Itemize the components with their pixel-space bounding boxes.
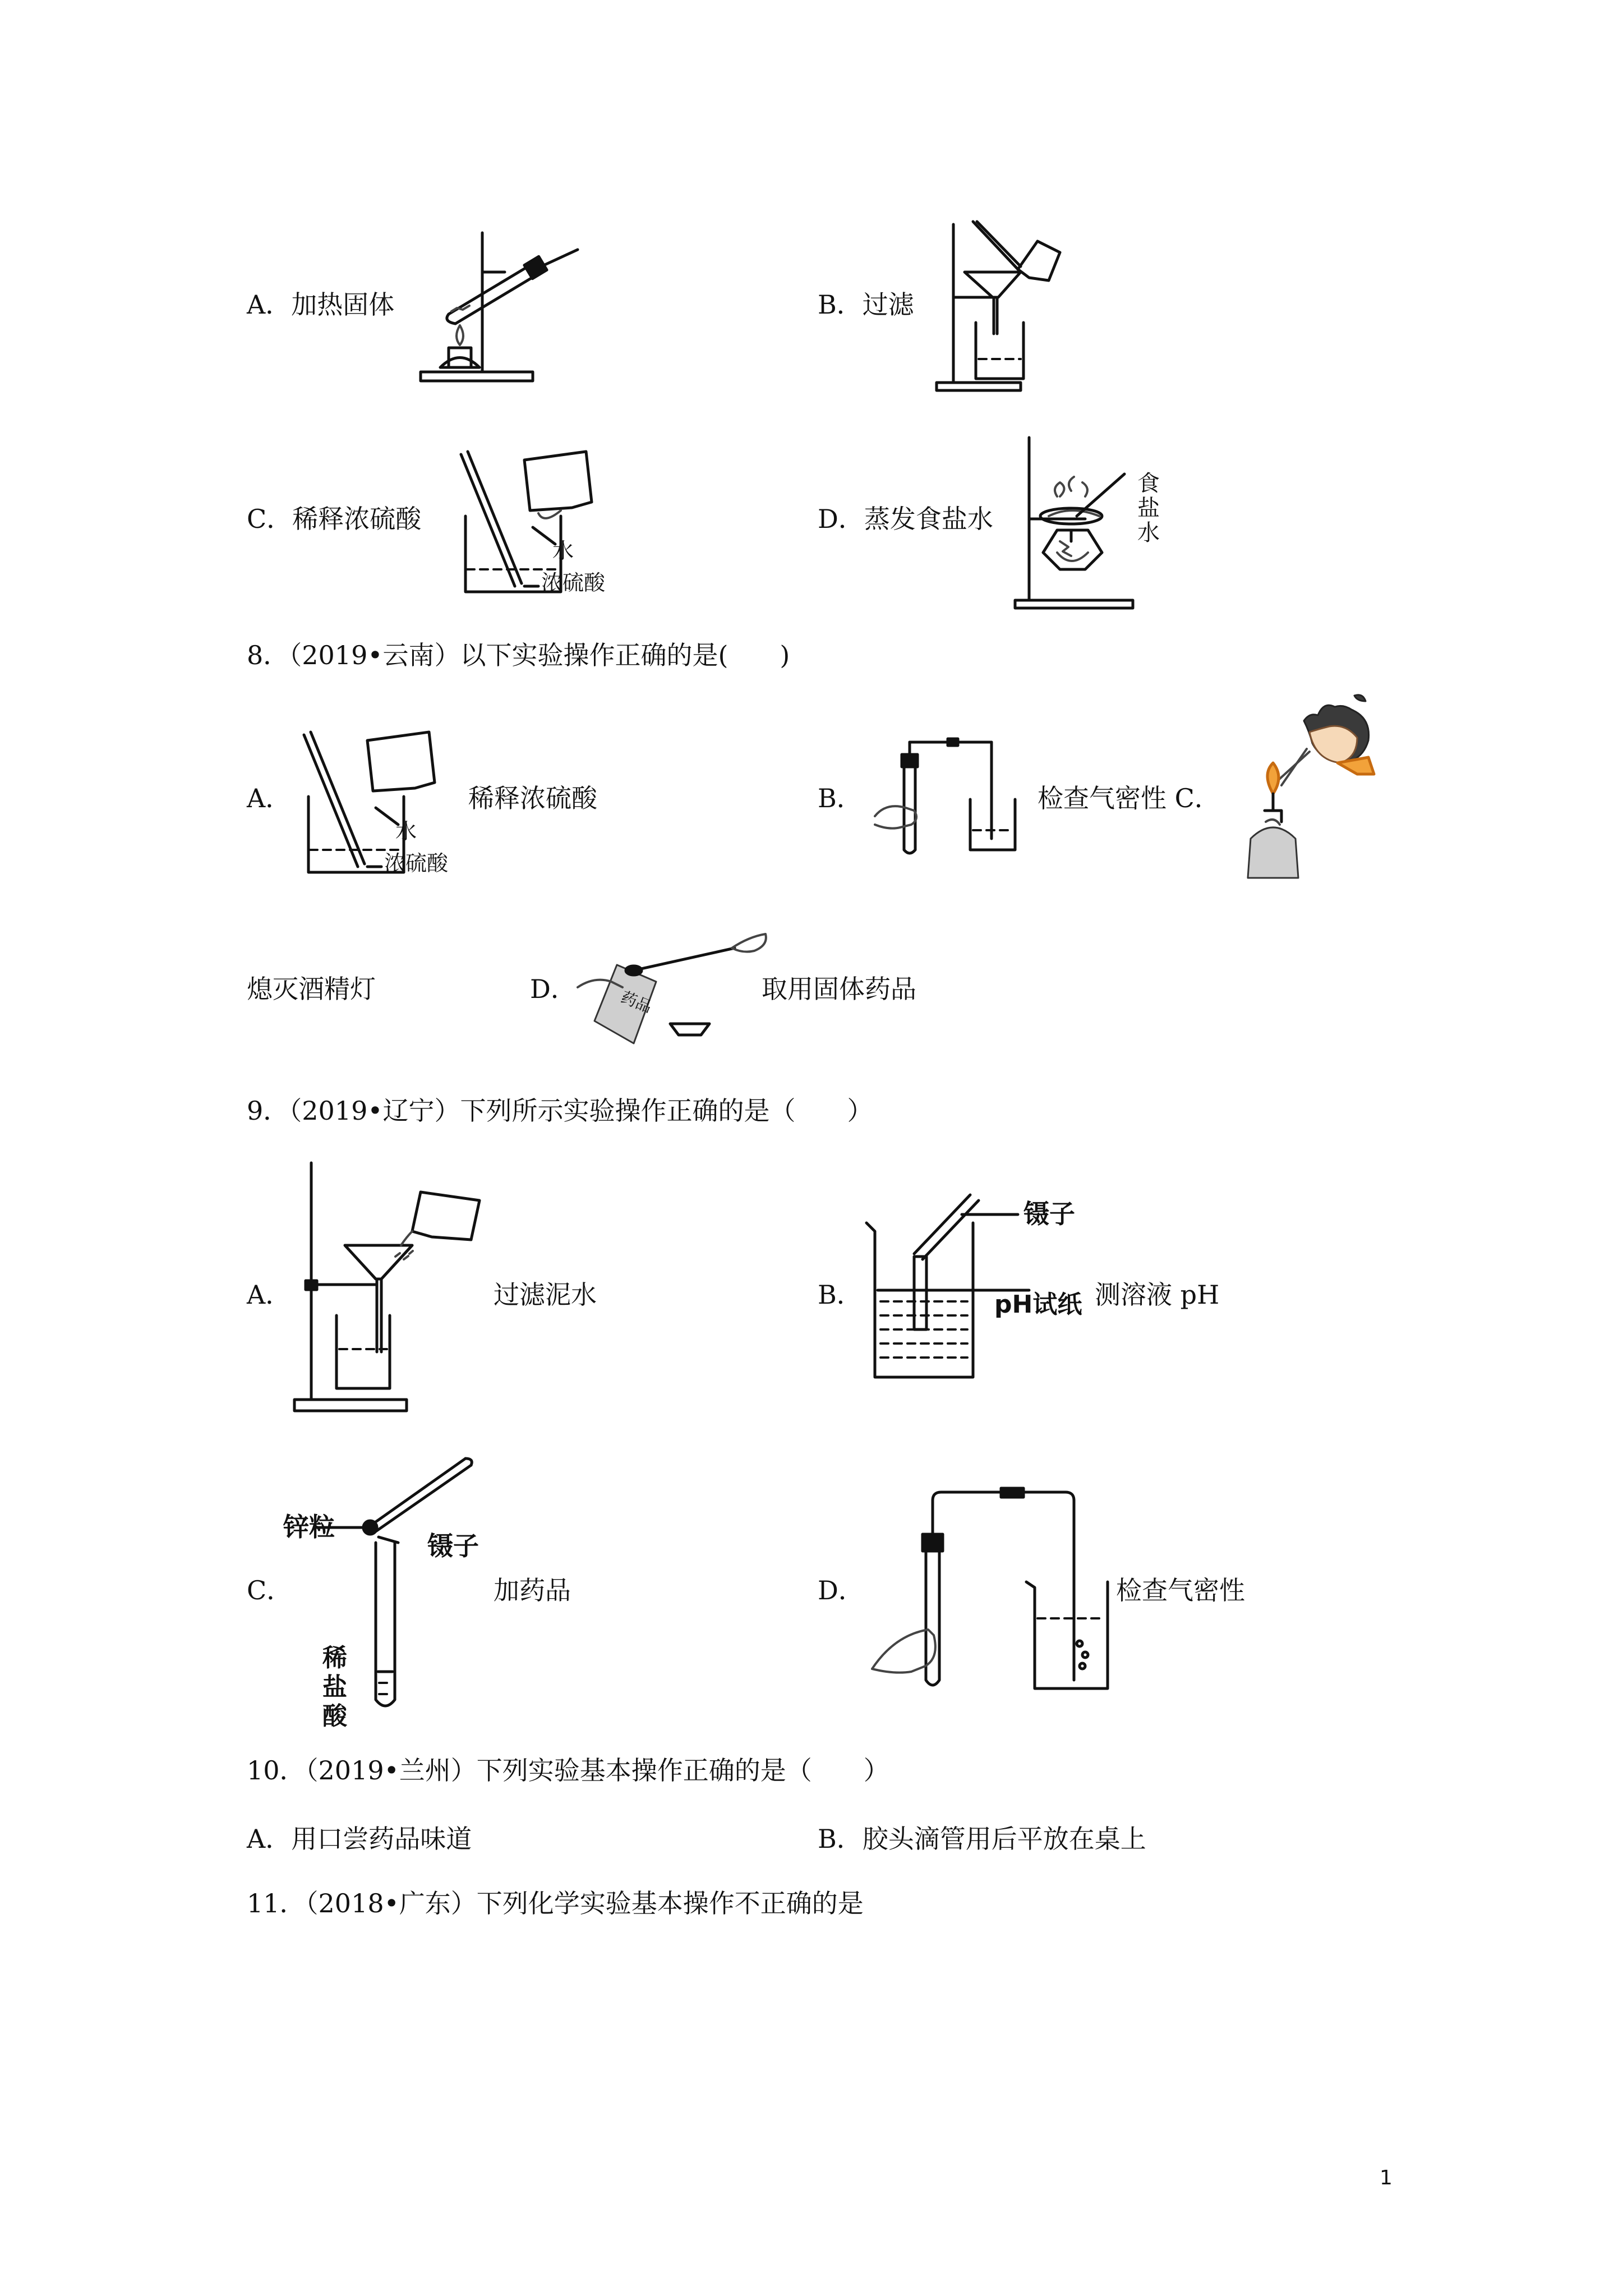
dilute-acid-figure-q7: [454, 443, 623, 606]
q9-option-c-text: 加药品: [494, 1575, 571, 1605]
q9-c-tweezers-label: 镊子: [427, 1531, 479, 1561]
q8-option-a-letter: A．: [247, 783, 292, 813]
q8-option-a-text: 稀释浓硫酸: [468, 783, 597, 813]
q9-option-a-text: 过滤泥水: [494, 1280, 597, 1310]
q9-option-b-text: 测溶液 pH: [1095, 1280, 1220, 1310]
q9-b-tweezers-label: 镊子: [1023, 1199, 1075, 1229]
q8-a-acid-label: 浓硫酸: [384, 851, 449, 876]
q10-stem: 10．（2019•兰州）下列实验基本操作正确的是（ ）: [247, 1755, 889, 1786]
q9-option-a-letter: A．: [247, 1280, 292, 1310]
q9-option-d-letter: D．: [818, 1575, 864, 1605]
q8-a-water-label: 水: [395, 819, 417, 844]
page-number: 1: [1380, 2166, 1393, 2189]
airtightness-figure-q9: [866, 1484, 1113, 1697]
q8-option-b-letter: B．: [818, 783, 863, 813]
dilute-acid-figure-q8: [297, 724, 477, 886]
q9-c-acid-label: 稀 盐 酸: [322, 1644, 347, 1731]
q7-c-acid-label: 浓硫酸: [541, 570, 606, 595]
q7-d-salt-water-label: 食 盐 水: [1137, 471, 1160, 546]
filtration-figure: [925, 219, 1071, 393]
measure-ph-figure: [861, 1189, 1108, 1380]
q9-stem: 9．（2019•辽宁）下列所示实验操作正确的是（ ）: [247, 1096, 873, 1126]
q7-option-d: D．蒸发食盐水: [818, 504, 993, 534]
q8-option-c-text: 熄灭酒精灯: [247, 974, 376, 1004]
q9-option-b-letter: B．: [818, 1280, 863, 1310]
airtightness-figure-q8: [864, 738, 1032, 867]
q8-option-d-letter: D．: [530, 974, 577, 1004]
q10-option-a: A．用口尝药品味道: [247, 1824, 472, 1854]
evaporation-figure: [1004, 432, 1150, 611]
q8-stem: 8．（2019•云南）以下实验操作正确的是( ): [247, 640, 790, 670]
q7-option-c: C．稀释浓硫酸: [247, 504, 422, 534]
q9-c-zinc-label: 锌粒: [283, 1512, 335, 1542]
q10-option-b: B．胶头滴管用后平放在桌上: [818, 1824, 1146, 1854]
filter-mud-figure: [286, 1158, 499, 1416]
q8-d-bottle-label: 药品: [618, 987, 654, 1017]
q9-option-d-text: 检查气密性: [1116, 1575, 1245, 1605]
heating-solid-figure: [415, 227, 594, 384]
q7-option-a: A．加热固体: [247, 289, 395, 320]
q8-option-d-text: 取用固体药品: [762, 974, 916, 1004]
extinguish-lamp-figure: [1231, 696, 1399, 898]
q9-option-c-letter: C．: [247, 1575, 293, 1605]
q8-option-b-text: 检查气密性 C．: [1038, 783, 1220, 813]
q7-c-water-label: 水: [552, 539, 574, 563]
take-solid-figure: [572, 926, 774, 1060]
add-zinc-figure: [283, 1453, 510, 1717]
q7-option-b: B．过滤: [818, 289, 914, 320]
q9-b-ph-paper-label: pH试纸: [994, 1290, 1082, 1319]
q11-stem: 11．（2018•广东）下列化学实验基本操作不正确的是: [247, 1888, 864, 1918]
